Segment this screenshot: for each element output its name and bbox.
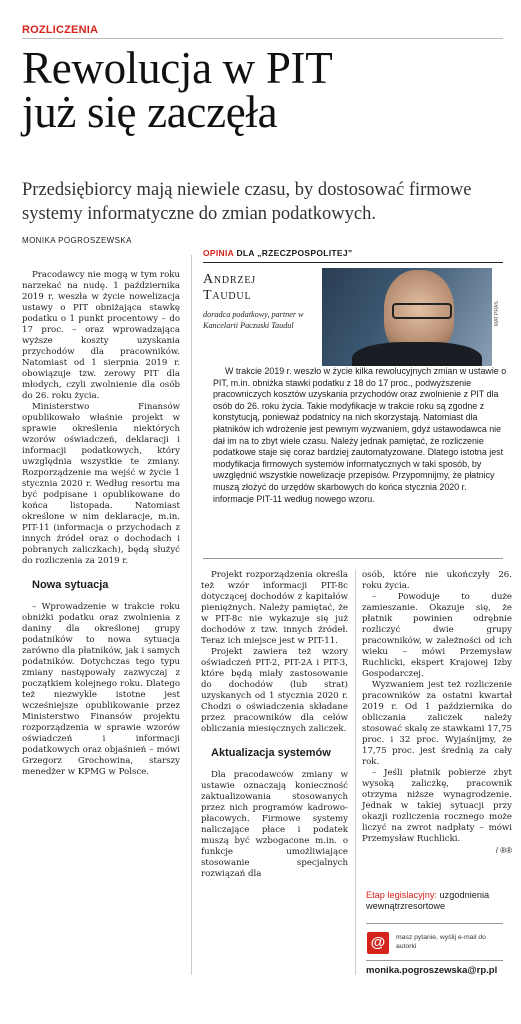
author-photo xyxy=(322,268,492,366)
article-column-3 xyxy=(362,570,512,856)
legislative-stage xyxy=(366,890,516,912)
headline-line-2: już się zaczęła xyxy=(22,87,278,137)
article-column-1 xyxy=(22,270,180,778)
legislative-stage-value: uzgodnienia wewnątrzresortowe xyxy=(366,890,490,911)
paragraph: – Jeśli płatnik pobierze zbyt wysoką zaliczkę, pracownik otrzyma niższe wynagrodzenie. Jednak w takiej sytuacji przy okazji rozliczenia rocznego może liczyć na zwrot nadpłaty – mówi Przemysław Ruchlicki. xyxy=(362,768,512,844)
author-last-name: Taudul xyxy=(203,288,252,303)
author-title: doradca podatkowy, partner w Kancelarii Paczuski Taudul xyxy=(203,310,304,330)
column-divider xyxy=(355,570,356,975)
column-divider xyxy=(191,255,192,975)
headline xyxy=(22,43,512,137)
author-first-name: Andrzej xyxy=(203,272,256,287)
opinion-label xyxy=(203,248,352,258)
paragraph: Dla pracodawców zmiany w ustawie oznaczają konieczność zaktualizowania stosowanych przez nich programów kadrowo-płacowych. Firmowe systemy naliczające płace i podatek muszą być wzbogacone m.in. o funkcje umożliwiające stosowanie specjalnych rozwiązań dla xyxy=(201,770,348,879)
byline: MONIKA POGROSZEWSKA xyxy=(22,236,132,245)
legislative-stage-label: Etap legislacyjny: xyxy=(366,890,437,900)
subheading: Nowa sytuacja xyxy=(32,579,109,591)
lead-paragraph: Przedsiębiorcy mają niewiele czasu, by dostosować firmowe systemy informatyczne do zmian podatkowych. xyxy=(22,180,472,224)
opinion-body: W trakcie 2019 r. weszło w życie kilka rewolucyjnych zmian w ustawie o PIT, m.in. obniżka stawki podatku z 18 do 17 proc., podwyższenie pracowniczych kosztów uzyskania przychodów oraz zwolnienie z PIT dla osób do 26. roku życia. Takie modyfikacje w trakcie roku są zgodne z konstytucją, ponieważ podatnicy na nich skorzystają. Natomiast dla płatników ich wdrożenie jest pewnym wyzwaniem, gdyż ustawodawca nie dał im na to zbyt wiele czasu. Należy jednak pamiętać, że rozliczenie podatkowe staje się coraz bardziej zautomatyzowane. Dlatego istotna jest modyfikacja firmowych systemów informatycznych w taki sposób, by uwzględnić wszystkie nowelizacje przepisów. Przypomnijmy, że płatnicy muszą złożyć do urzędów skarbowych do końca stycznia 2020 r. informacje PIT-11 według nowego wzoru. xyxy=(213,366,507,504)
author-email-link[interactable]: monika.pogroszewska@rp.pl xyxy=(366,965,498,976)
subheading: Aktualizacja systemów xyxy=(211,747,331,759)
paragraph: Projekt rozporządzenia określa też wzór informacji PIT-8c dotyczącej dochodów z kapitałów pieniężnych. Należy pamiętać, że w PIT-8c nie wykazuje się już dochodów z tzw. innych źródeł. Teraz ich miejsce jest w PIT-11. xyxy=(201,570,348,646)
paragraph: Ministerstwo Finansów opublikowało właśnie projekt w sprawie określenia niektórych wzorów oświadczeń, deklaracji i informacji podatkowych, który uwzględnia wszystkie te zmiany. Rozporządzenie ma wejść w życie 1 stycznia 2020 r. Według resortu ma być podpisane i opublikowane do końca listopada. Natomiast określone w nim deklaracje, m.in. PIT-11 (informacja o przychodach z innych źródeł oraz o dochodach i pobranych zaliczkach), będą służyć do rozliczenia za 2019 r. xyxy=(22,402,180,566)
headline-line-1: Rewolucja w PIT xyxy=(22,43,333,93)
email-icon: @ xyxy=(367,932,389,954)
photo-credit: MAT.PRAS. xyxy=(494,300,500,327)
paragraph: osób, które nie ukończyły 26. roku życia. xyxy=(362,570,512,591)
divider xyxy=(203,558,503,559)
divider xyxy=(203,262,503,263)
paragraph: – Wprowadzenie w trakcie roku obniżki podatku oraz zwolnienia z daniny dla określonej grupy podatników to nowa sytuacja zarówno dla płatników, jak i samych podatników. Dotychczas tego typu zmiany następowały zazwyczaj z początkiem kolejnego roku. Dlatego też niezwykle istotne jest wcześniejsze opublikowanie przez Ministerstwo Finansów projektu rozporządzenia w sprawie wzorów oświadczeń i informacji podatkowych oraz objaśnień – mówi Grzegorz Grochowina, starszy menedżer w KPMG w Polsce. xyxy=(22,602,180,777)
signoff: / ®® xyxy=(495,846,512,855)
opinion-label-red: OPINIA xyxy=(203,248,234,258)
divider xyxy=(22,38,503,39)
paragraph: Projekt zawiera też wzory oświadczeń PIT-2, PIT-2A i PIT-3, które będą miały zastosowanie do dochodów (lub strat) uzyskanych od 1 stycznia 2020 r. Chodzi o oświadczenia składane przez pracowników dla celów obliczania miesięcznych zaliczek. xyxy=(201,647,348,734)
paragraph: – Powoduje to duże zamieszanie. Okazuje się, że płatnik powinien odrębnie rozliczyć dwie grupy pracowników, w zależności od ich wieku – mówi Przemysław Ruchlicki, ekspert Krajowej Izby Gospodarczej. xyxy=(362,592,512,679)
opinion-label-black: DLA „RZECZPOSPOLITEJ” xyxy=(236,248,353,258)
contact-prompt: masz pytanie, wyślij e-mail do autorki xyxy=(396,934,486,950)
author-name xyxy=(203,272,256,304)
divider xyxy=(366,923,503,924)
paragraph: Pracodawcy nie mogą w tym roku narzekać na nudę. 1 października 2019 r. weszła w życie nowelizacja ustawy o PIT obniżająca stawkę podatku o 1 punkt procentowy – do 17 proc. – oraz wprowadzająca wyższe koszty uzyskania przychodów dla pracowników. Natomiast od 1 sierpnia 2019 r. obowiązuje tzw. zerowy PIT dla młodych, czyli zwolnienie dla osób do 26. roku życia. xyxy=(22,270,180,401)
paragraph: Wyzwaniem jest też rozliczenie pracowników za ostatni kwartał 2019 r. Od 1 października do obliczania zaliczek należy stosować skalę ze stawkami 17,75 proc. i 32 proc. Wyjaśnijmy, że 17,75 proc. jest średnią za cały rok. xyxy=(362,680,512,767)
article-column-2 xyxy=(201,570,348,880)
section-label: ROZLICZENIA xyxy=(22,24,99,36)
divider xyxy=(366,960,503,961)
